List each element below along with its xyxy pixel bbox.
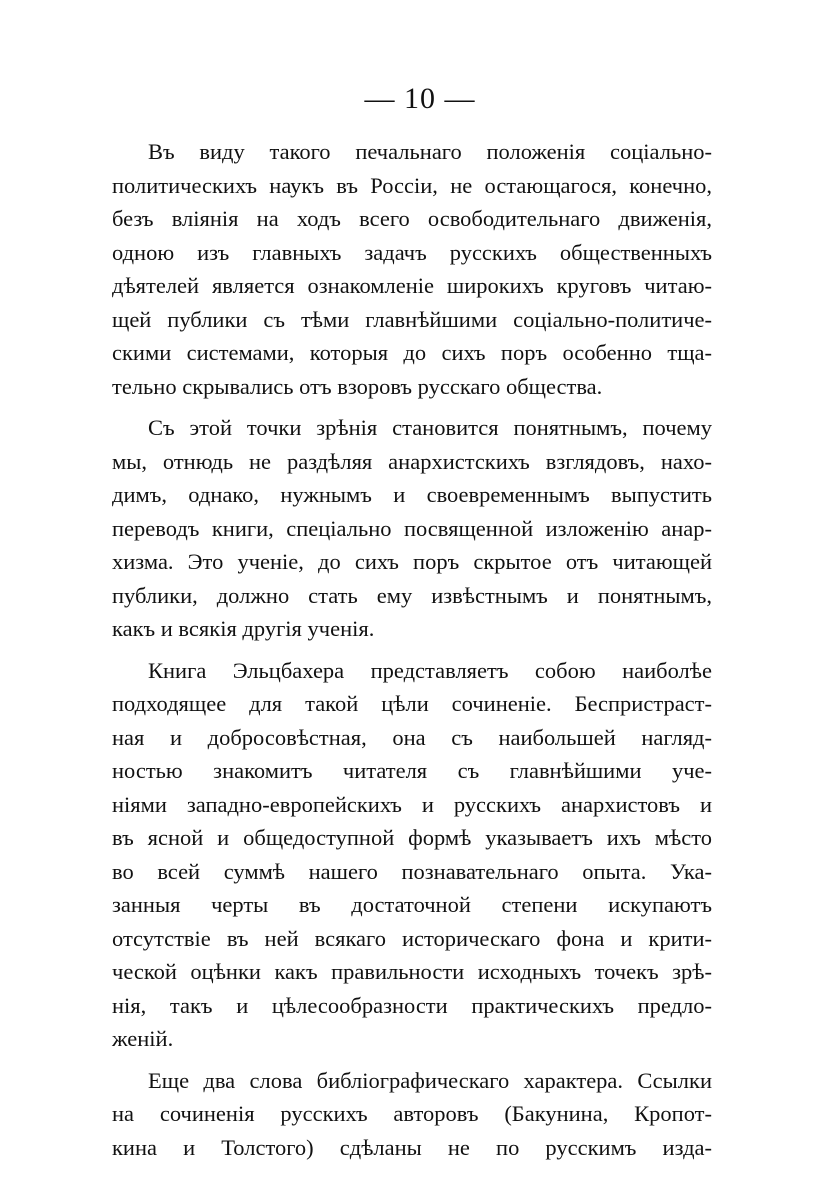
text-line: Съ этой точки зрѣнія становится понятнымъ, почему	[148, 415, 712, 440]
text-line: скими системами, которыя до сихъ поръ особенно тща-	[112, 340, 712, 365]
body-text	[112, 135, 712, 1164]
text-line: безъ вліянія на ходъ всего освободительнаго движенія,	[112, 206, 712, 231]
text-line: женій.	[112, 1026, 174, 1051]
text-line: какъ и всякія другія ученія.	[112, 616, 375, 641]
text-line: ностью знакомитъ читателя съ главнѣйшими уче-	[112, 758, 712, 783]
text-line: во всей суммѣ нашего познавательнаго опыта. Ука-	[112, 858, 712, 884]
text-line: въ ясной и общедоступной формѣ указываетъ ихъ мѣсто	[112, 825, 712, 850]
text-line: занныя черты въ достаточной степени искупаютъ	[112, 892, 712, 917]
text-line: димъ, однако, нужнымъ и своевременнымъ выпустить	[112, 482, 712, 507]
text-line: отсутствіе въ ней всякаго историческаго фона и крити-	[112, 925, 712, 951]
text-line: на сочиненія русскихъ авторовъ (Бакунина, Кропот-	[112, 1101, 712, 1126]
text-line: переводъ книги, спеціально посвященной изложенію анар-	[112, 515, 712, 541]
text-line: Въ виду такого печальнаго положенія соціально-	[148, 139, 712, 164]
text-line: Еще два слова библіографическаго характера. Ссылки	[148, 1067, 712, 1093]
text-line: подходящее для такой цѣли сочиненіе. Беспристраст-	[112, 691, 712, 716]
text-line: мы, отнюдь не раздѣляя анархистскихъ взглядовъ, нахо-	[112, 448, 712, 474]
text-line: щей публики съ тѣми главнѣйшими соціально-политиче-	[112, 306, 712, 332]
paragraph-2	[112, 411, 712, 646]
page-number: — 10 —	[364, 82, 476, 115]
text-line: дѣятелей является ознакомленіе широкихъ круговъ читаю-	[112, 273, 712, 298]
text-line: ніями западно-европейскихъ и русскихъ анархистовъ и	[112, 791, 712, 817]
text-line: хизма. Это ученіе, до сихъ поръ скрытое отъ читающей	[112, 549, 712, 574]
text-line: публики, должно стать ему извѣстнымъ и понятнымъ,	[112, 582, 712, 608]
text-line: политическихъ наукъ въ Россіи, не остающагося, конечно,	[112, 172, 712, 198]
text-line: ная и добросовѣстная, она съ наибольшей нагляд-	[112, 724, 712, 750]
paragraph-1	[112, 135, 712, 403]
paragraph-3	[112, 654, 712, 1056]
text-line: ческой оцѣнки какъ правильности исходныхъ точекъ зрѣ-	[112, 959, 712, 984]
text-line: одною изъ главныхъ задачъ русскихъ общественныхъ	[112, 239, 712, 265]
text-line: тельно скрывались отъ взоровъ русскаго общества.	[112, 373, 603, 399]
text-line: нія, такъ и цѣлесообразности практическихъ предло-	[112, 992, 712, 1018]
text-line: кина и Толстого) сдѣланы не по русскимъ изда-	[112, 1134, 712, 1160]
text-line: Книга Эльцбахера представляетъ собою наиболѣе	[148, 657, 712, 683]
paragraph-4	[112, 1064, 712, 1165]
